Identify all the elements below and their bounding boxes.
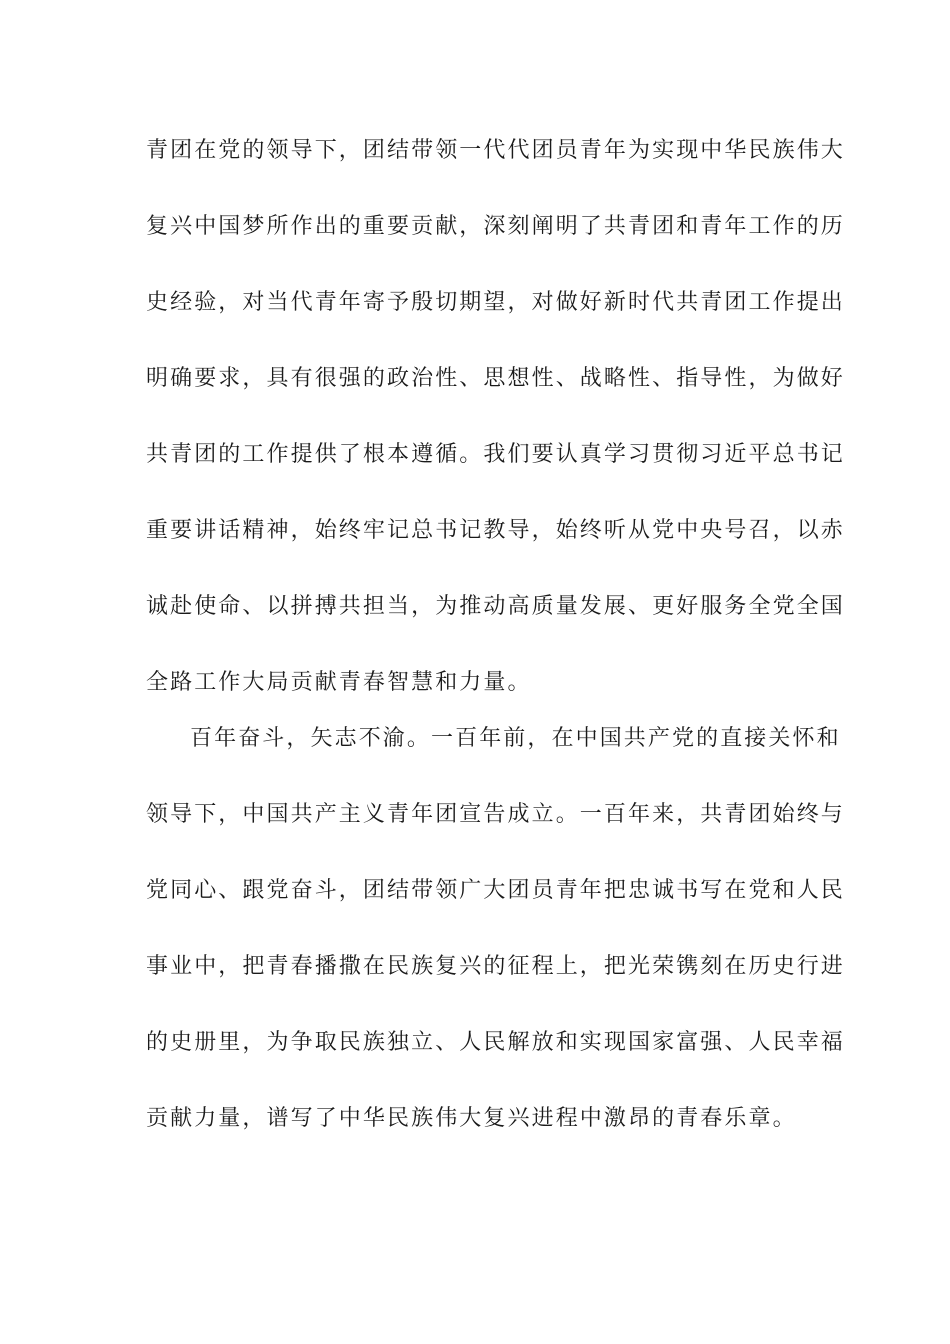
- text-line: 全路工作大局贡献青春智慧和力量。: [146, 670, 532, 695]
- text-line: 明确要求，具有很强的政治性、思想性、战略性、指导性，为做好: [146, 366, 845, 391]
- text-line: 共青团的工作提供了根本遵循。我们要认真学习贯彻习近平总书记: [146, 442, 845, 467]
- paragraph-first-line: 百年奋斗，矢志不渝。一百年前，在中国共产党的直接关怀和: [190, 726, 841, 751]
- text-line: 青团在党的领导下，团结带领一代代团员青年为实现中华民族伟大: [146, 138, 845, 163]
- text-line: 事业中，把青春播撒在民族复兴的征程上，把光荣镌刻在历史行进: [146, 954, 845, 979]
- text-line: 党同心、跟党奋斗，团结带领广大团员青年把忠诚书写在党和人民: [146, 878, 845, 903]
- text-line: 的史册里，为争取民族独立、人民解放和实现国家富强、人民幸福: [146, 1030, 845, 1055]
- text-line: 诚赴使命、以拼搏共担当，为推动高质量发展、更好服务全党全国: [146, 594, 845, 619]
- text-line: 领导下，中国共产主义青年团宣告成立。一百年来，共青团始终与: [146, 802, 845, 827]
- text-line: 复兴中国梦所作出的重要贡献，深刻阐明了共青团和青年工作的历: [146, 214, 845, 239]
- text-line: 贡献力量，谱写了中华民族伟大复兴进程中激昂的青春乐章。: [146, 1106, 797, 1131]
- text-line: 史经验，对当代青年寄予殷切期望，对做好新时代共青团工作提出: [146, 290, 845, 315]
- text-line: 重要讲话精神，始终牢记总书记教导，始终听从党中央号召，以赤: [146, 518, 845, 543]
